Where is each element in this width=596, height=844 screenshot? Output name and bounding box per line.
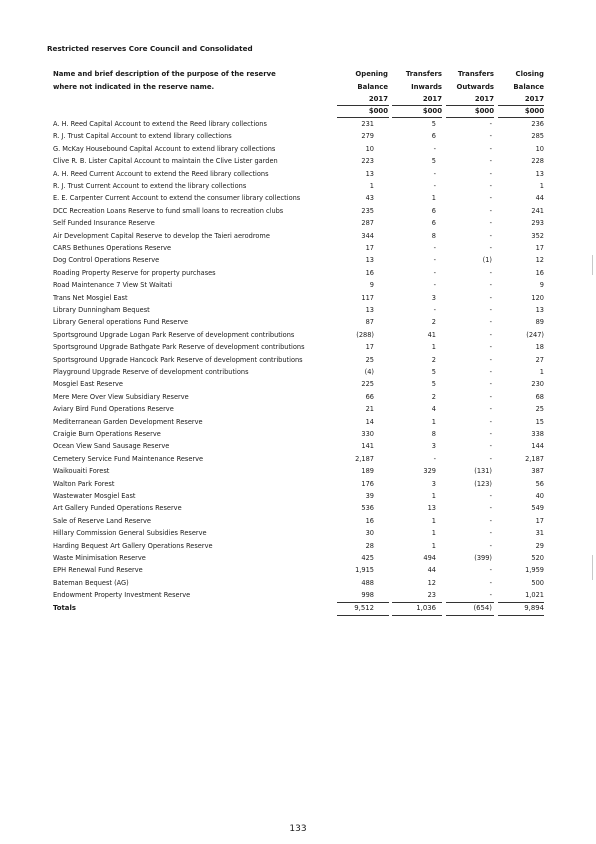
closing-balance: 520 [531, 554, 544, 562]
closing-balance: 228 [531, 157, 544, 166]
transfers-outwards: - [489, 405, 492, 414]
transfers-outwards: - [489, 355, 492, 364]
reserve-name: CARS Bethunes Operations Reserve [53, 244, 172, 252]
transfers-outwards: (131) [474, 467, 492, 476]
opening-balance: 279 [361, 132, 374, 141]
closing-balance: 10 [535, 144, 544, 153]
opening-balance: 25 [365, 355, 374, 364]
reserve-name: Sportsground Upgrade Logan Park Reserve of development contributions [53, 330, 295, 339]
transfers-inwards: 3 [431, 442, 436, 451]
reserve-name: Walton Park Forest [53, 479, 115, 488]
transfers-outwards: (123) [474, 479, 492, 488]
reserve-name: Wastewater Mosgiel East [53, 492, 136, 500]
transfers-outwards: - [489, 343, 492, 352]
transfers-outwards: - [489, 380, 492, 389]
reserve-name: Sportsground Upgrade Hancock Park Reserve of development contributions [53, 355, 303, 364]
transfers-outwards: - [489, 157, 492, 166]
closing-balance: 549 [531, 504, 544, 513]
header-text: Balance [513, 82, 544, 91]
opening-balance: 28 [365, 541, 374, 550]
transfers-inwards: 6 [431, 206, 436, 215]
opening-balance: 17 [365, 343, 374, 352]
transfers-outwards: - [489, 293, 492, 302]
reserve-name: Endowment Property Investment Reserve [53, 591, 191, 600]
closing-balance: 293 [531, 219, 544, 228]
reserve-name: A. H. Reed Current Account to extend the Reed library collections [53, 169, 269, 178]
transfers-inwards: 1 [431, 516, 436, 525]
reserve-name: Clive R. B. Lister Capital Account to maintain the Clive Lister garden [53, 157, 278, 166]
transfers-outwards: - [489, 132, 492, 141]
transfers-inwards: - [433, 454, 436, 463]
closing-balance: 17 [535, 244, 544, 252]
closing-balance: 44 [535, 194, 544, 203]
transfers-inwards: - [433, 182, 436, 190]
page-number: 133 [289, 824, 307, 834]
table-row [0, 403, 596, 415]
opening-balance: (288) [356, 330, 374, 339]
opening-balance: 1,915 [355, 566, 374, 575]
reserve-name: G. McKay Housebound Capital Account to extend library collections [53, 144, 276, 153]
transfers-inwards: 5 [431, 380, 436, 389]
closing-balance: 13 [535, 306, 544, 314]
reserve-name: R. J. Trust Current Account to extend the library collections [53, 182, 247, 190]
reserve-name: Waikouaiti Forest [53, 467, 110, 476]
opening-balance: 87 [365, 318, 374, 327]
table-row [0, 378, 596, 390]
header-text: Closing [515, 70, 544, 78]
closing-balance: 27 [535, 355, 544, 364]
table-row [0, 254, 596, 266]
closing-balance: 13 [535, 169, 544, 178]
totals-inwards: 1,036 [416, 604, 436, 612]
opening-balance: 13 [365, 256, 374, 265]
table-row [0, 292, 596, 304]
totals-opening: 9,512 [354, 604, 374, 612]
transfers-outwards: - [489, 206, 492, 215]
closing-balance: 144 [531, 442, 544, 451]
reserve-name-header-line2: where not indicated in the reserve name. [53, 82, 215, 91]
transfers-inwards: - [433, 306, 436, 314]
reserve-name: Trans Net Mosgiel East [53, 293, 128, 302]
transfers-outwards: - [489, 430, 492, 438]
closing-balance: 16 [535, 268, 544, 277]
header-text: 2017 [524, 95, 544, 103]
closing-balance: 285 [531, 132, 544, 141]
opening-balance: 14 [365, 417, 374, 426]
transfers-outwards: - [489, 392, 492, 401]
closing-balance: 29 [535, 541, 544, 550]
reserve-name: Mere Mere Over View Subsidiary Reserve [53, 392, 189, 401]
totals-rule [392, 615, 442, 616]
table-row [0, 180, 596, 192]
transfers-outwards: - [489, 591, 492, 600]
reserve-name-header-line1: Name and brief description of the purpose of the reserve [53, 70, 276, 78]
table-row [0, 502, 596, 514]
transfers-outwards: - [489, 368, 492, 376]
header-text: Opening [355, 70, 388, 78]
totals-outwards: (654) [473, 604, 492, 612]
transfers-outwards: - [489, 454, 492, 463]
table-row [0, 242, 596, 254]
opening-balance: 16 [365, 268, 374, 277]
opening-balance: 17 [365, 244, 374, 252]
reserve-name: Cemetery Service Fund Maintenance Reserve [53, 454, 204, 463]
transfers-inwards-header [392, 68, 442, 106]
transfers-inwards: 5 [431, 120, 436, 128]
opening-balance: 30 [365, 529, 374, 538]
transfers-outwards: - [489, 318, 492, 327]
transfers-outwards: - [489, 417, 492, 426]
closing-balance: 12 [535, 256, 544, 265]
opening-balance: 117 [361, 293, 374, 302]
opening-balance: 225 [361, 380, 374, 389]
table-row [0, 428, 596, 440]
transfers-outwards-header [446, 68, 494, 106]
opening-balance: 9 [369, 281, 374, 290]
header-text: Balance [357, 82, 388, 91]
transfers-outwards: - [489, 169, 492, 178]
table-row [0, 564, 596, 576]
header-text: 2017 [368, 95, 388, 103]
transfers-inwards: 1 [431, 529, 436, 538]
reserve-name: Harding Bequest Art Gallery Operations Reserve [53, 541, 213, 550]
table-row [0, 267, 596, 279]
closing-balance: 1 [539, 368, 544, 376]
transfers-inwards: 44 [427, 566, 436, 575]
table-row [0, 577, 596, 589]
reserve-name: Roading Property Reserve for property purchases [53, 268, 216, 277]
opening-balance-header [330, 68, 388, 106]
section-title: Restricted reserves Core Council and Consolidated [47, 44, 253, 53]
reserve-name: Ocean View Sand Sausage Reserve [53, 442, 170, 451]
table-row [0, 279, 596, 291]
reserve-name: Hillary Commission General Subsidies Reserve [53, 529, 207, 538]
transfers-inwards: 3 [431, 479, 436, 488]
totals-rule [498, 615, 544, 616]
transfers-inwards: 23 [427, 591, 436, 600]
transfers-inwards: - [433, 268, 436, 277]
reserve-name: Sale of Reserve Land Reserve [53, 516, 151, 525]
closing-balance: 230 [531, 380, 544, 389]
transfers-inwards: - [433, 169, 436, 178]
table-row [0, 416, 596, 428]
transfers-outwards: - [489, 120, 492, 128]
table-row [0, 304, 596, 316]
header-text: Inwards [411, 82, 442, 91]
reserve-name: Library General operations Fund Reserve [53, 318, 188, 327]
transfers-outwards: - [489, 492, 492, 500]
transfers-inwards: 329 [423, 467, 436, 476]
table-row [0, 316, 596, 328]
table-row [0, 366, 596, 378]
unit-label: $000 [524, 107, 544, 115]
table-row [0, 527, 596, 539]
transfers-inwards: - [433, 256, 436, 265]
transfers-outwards: - [489, 244, 492, 252]
transfers-inwards: 6 [431, 219, 436, 228]
table-row [0, 453, 596, 465]
transfers-inwards: 494 [423, 554, 436, 562]
opening-balance: 536 [361, 504, 374, 513]
reserve-name: Aviary Bird Fund Operations Reserve [53, 405, 174, 414]
transfers-outwards: - [489, 529, 492, 538]
table-row [0, 143, 596, 155]
transfers-inwards: 1 [431, 541, 436, 550]
closing-balance: 1 [539, 182, 544, 190]
reserve-name: Art Gallery Funded Operations Reserve [53, 504, 182, 513]
transfers-inwards: 8 [431, 231, 436, 240]
transfers-outwards: - [489, 144, 492, 153]
reserve-name: Dog Control Operations Reserve [53, 256, 160, 265]
table-row [0, 552, 596, 564]
table-row [0, 329, 596, 341]
transfers-inwards: 1 [431, 194, 436, 203]
scan-edge-mark [592, 555, 593, 580]
transfers-outwards: - [489, 516, 492, 525]
opening-balance: 13 [365, 169, 374, 178]
transfers-outwards: - [489, 330, 492, 339]
header-text: Outwards [456, 82, 494, 91]
reserve-name: Library Dunningham Bequest [53, 306, 150, 314]
table-row [0, 192, 596, 204]
opening-balance: 10 [365, 144, 374, 153]
closing-balance: 387 [531, 467, 544, 476]
opening-balance: 344 [361, 231, 374, 240]
closing-balance: 1,959 [525, 566, 544, 575]
opening-balance: 330 [361, 430, 374, 438]
table-row [0, 490, 596, 502]
closing-balance: 2,187 [525, 454, 544, 463]
closing-balance: 9 [539, 281, 544, 290]
opening-balance: 43 [365, 194, 374, 203]
unit-label: $000 [422, 107, 442, 115]
table-row [0, 354, 596, 366]
opening-balance: 223 [361, 157, 374, 166]
transfers-inwards: 3 [431, 293, 436, 302]
header-text: 2017 [422, 95, 442, 103]
transfers-inwards: 4 [431, 405, 436, 414]
transfers-outwards: - [489, 182, 492, 190]
closing-balance-header [498, 68, 544, 106]
reserve-name: Self Funded Insurance Reserve [53, 219, 155, 228]
reserve-name: Mosgiel East Reserve [53, 380, 123, 389]
transfers-outwards: - [489, 306, 492, 314]
table-row [0, 130, 596, 142]
table-row [0, 118, 596, 130]
transfers-inwards: 1 [431, 343, 436, 352]
closing-balance: 338 [531, 430, 544, 438]
transfers-outwards: - [489, 442, 492, 451]
reserve-name: Bateman Bequest (AG) [53, 578, 129, 587]
closing-balance: 68 [535, 392, 544, 401]
transfers-inwards: 2 [431, 355, 436, 364]
closing-balance: 40 [535, 492, 544, 500]
transfers-outwards: - [489, 578, 492, 587]
closing-balance: 89 [535, 318, 544, 327]
transfers-outwards: - [489, 268, 492, 277]
closing-balance: 120 [531, 293, 544, 302]
transfers-outwards: - [489, 541, 492, 550]
opening-balance: 16 [365, 516, 374, 525]
totals-rule [446, 615, 494, 616]
transfers-inwards: 5 [431, 157, 436, 166]
totals-label: Totals [53, 604, 76, 612]
transfers-inwards: - [433, 281, 436, 290]
opening-balance: 231 [361, 120, 374, 128]
closing-balance: 56 [535, 479, 544, 488]
reserve-name: Mediterranean Garden Development Reserve [53, 417, 203, 426]
unit-label: $000 [368, 107, 388, 115]
opening-balance: 66 [365, 392, 374, 401]
transfers-inwards: 1 [431, 417, 436, 426]
transfers-inwards: 8 [431, 430, 436, 438]
transfers-outwards: - [489, 566, 492, 575]
opening-balance: 21 [365, 405, 374, 414]
opening-balance: 287 [361, 219, 374, 228]
reserve-name: R. J. Trust Capital Account to extend library collections [53, 132, 232, 141]
table-row [0, 465, 596, 477]
unit-label: $000 [474, 107, 494, 115]
closing-balance: 1,021 [525, 591, 544, 600]
reserve-name: DCC Recreation Loans Reserve to fund small loans to recreation clubs [53, 206, 284, 215]
closing-balance: 241 [531, 206, 544, 215]
table-row [0, 589, 596, 601]
transfers-inwards: - [433, 144, 436, 153]
opening-balance: 176 [361, 479, 374, 488]
reserve-name-header [53, 68, 276, 93]
header-text: 2017 [474, 95, 494, 103]
transfers-inwards: 41 [427, 330, 436, 339]
reserve-name: Waste Minimisation Reserve [53, 554, 146, 562]
opening-balance: 141 [361, 442, 374, 451]
table-row [0, 230, 596, 242]
transfers-inwards: 6 [431, 132, 436, 141]
transfers-inwards: 1 [431, 492, 436, 500]
opening-balance: 998 [361, 591, 374, 600]
opening-balance: 488 [361, 578, 374, 587]
table-row [0, 515, 596, 527]
closing-balance: (247) [526, 330, 544, 339]
totals-row [0, 602, 596, 615]
table-row [0, 440, 596, 452]
closing-balance: 352 [531, 231, 544, 240]
transfers-inwards: 2 [431, 392, 436, 401]
opening-balance: 235 [361, 206, 374, 215]
opening-balance: 13 [365, 306, 374, 314]
transfers-outwards: (1) [482, 256, 492, 265]
opening-balance: 1 [369, 182, 374, 190]
reserve-name: Sportsground Upgrade Bathgate Park Reserve of development contributions [53, 343, 305, 352]
closing-balance: 25 [535, 405, 544, 414]
opening-balance: 39 [365, 492, 374, 500]
transfers-outwards: - [489, 281, 492, 290]
header-text: Transfers [405, 70, 442, 78]
table-row [0, 341, 596, 353]
header-text: Transfers [457, 70, 494, 78]
transfers-outwards: - [489, 231, 492, 240]
closing-balance: 31 [535, 529, 544, 538]
transfers-inwards: 12 [427, 578, 436, 587]
totals-closing: 9,894 [524, 604, 544, 612]
table-row [0, 155, 596, 167]
totals-rule [337, 615, 389, 616]
table-row [0, 391, 596, 403]
reserve-name: Playground Upgrade Reserve of development contributions [53, 368, 249, 376]
table-row [0, 478, 596, 490]
reserve-name: Road Maintenance 7 View St Waitati [53, 281, 173, 290]
opening-balance: (4) [364, 368, 374, 376]
transfers-outwards: - [489, 194, 492, 203]
table-row [0, 217, 596, 229]
reserve-name: Air Development Capital Reserve to develop the Taieri aerodrome [53, 231, 270, 240]
closing-balance: 18 [535, 343, 544, 352]
closing-balance: 17 [535, 516, 544, 525]
table-row [0, 540, 596, 552]
transfers-inwards: 2 [431, 318, 436, 327]
table-row [0, 168, 596, 180]
opening-balance: 189 [361, 467, 374, 476]
closing-balance: 15 [535, 417, 544, 426]
reserve-name: A. H. Reed Capital Account to extend the Reed library collections [53, 120, 267, 128]
closing-balance: 500 [531, 578, 544, 587]
transfers-outwards: - [489, 504, 492, 513]
reserve-name: EPH Renewal Fund Reserve [53, 566, 143, 575]
transfers-inwards: - [433, 244, 436, 252]
transfers-inwards: 5 [431, 368, 436, 376]
table-row [0, 205, 596, 217]
reserve-name: Craigie Burn Operations Reserve [53, 430, 161, 438]
transfers-inwards: 13 [427, 504, 436, 513]
transfers-outwards: (399) [474, 554, 492, 562]
transfers-outwards: - [489, 219, 492, 228]
closing-balance: 236 [531, 120, 544, 128]
reserve-name: E. E. Carpenter Current Account to extend the consumer library collections [53, 194, 301, 203]
opening-balance: 425 [361, 554, 374, 562]
scan-edge-mark [592, 255, 593, 275]
opening-balance: 2,187 [355, 454, 374, 463]
